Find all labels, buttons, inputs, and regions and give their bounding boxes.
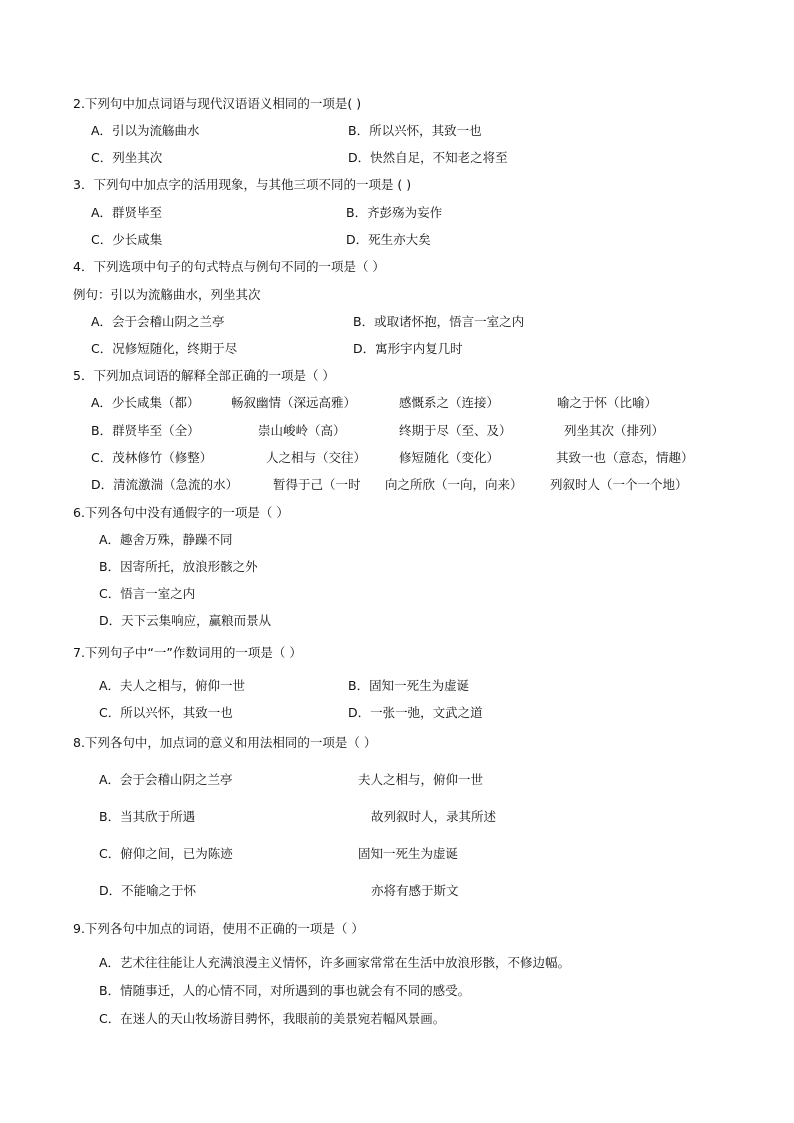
q8-pair-b-left: B．当其欣于所遇 (99, 809, 196, 824)
q7-option-a: A．夫人之相与，俯仰一世 (99, 678, 246, 693)
q4-option-a: A．会于会稽山阴之兰亭 (91, 314, 225, 329)
q5-row-a-item-2: 畅叙幽情（深远高雅） (231, 395, 357, 410)
q6-option-b: B．因寄所托，放浪形骸之外 (99, 559, 258, 574)
q5-row-d-item-2: 暂得于己（一时 (273, 477, 361, 492)
q2-option-d: D．快然自足，不知老之将至 (348, 150, 508, 165)
q5-row-a-item-1: A．少长咸集（都） (91, 395, 200, 410)
q4-option-d: D．寓形宇内复几时 (353, 341, 463, 356)
q3-option-c: C．少长咸集 (91, 232, 163, 247)
question-4-stem: 4．下列选项中句子的句式特点与例句不同的一项是（ ） (73, 259, 385, 274)
q8-pair-c-right: 固知一死生为虚诞 (358, 846, 459, 861)
question-6-stem: 6.下列各句中没有通假字的一项是（ ） (73, 505, 289, 520)
question-7-stem: 7.下列句子中“一”作数词用的一项是（ ） (73, 645, 302, 660)
q5-row-b-item-1: B．群贤毕至（全） (91, 423, 200, 438)
q7-option-b: B．固知一死生为虚诞 (348, 678, 470, 693)
q6-option-d: D．天下云集响应，赢粮而景从 (99, 613, 272, 628)
q2-option-a: A．引以为流觞曲水 (91, 123, 200, 138)
question-5-stem: 5．下列加点词语的解释全部正确的一项是（ ） (73, 368, 335, 383)
q8-pair-b-right: 故列叙时人，录其所述 (371, 809, 497, 824)
q7-option-d: D．一张一弛，文武之道 (348, 705, 483, 720)
q2-option-b: B．所以兴怀，其致一也 (348, 123, 482, 138)
question-2-stem: 2.下列句中加点词语与现代汉语语义相同的一项是( ) (73, 96, 362, 111)
q5-row-b-item-4: 列坐其次（排列） (564, 423, 665, 438)
q4-option-c: C．况修短随化，终期于尽 (91, 341, 238, 356)
q9-option-a: A．艺术往往能让人充满浪漫主义情怀，许多画家常常在生活中放浪形骸，不修边幅。 (99, 955, 571, 970)
q5-row-b-item-2: 崇山峻岭（高） (258, 423, 346, 438)
q6-option-c: C．悟言一室之内 (99, 586, 196, 601)
q5-row-a-item-3: 感慨系之（连接） (399, 395, 500, 410)
q5-row-d-item-3: 向之所欣（一向，向来） (385, 477, 523, 492)
q8-pair-a-left: A．会于会稽山阴之兰亭 (99, 772, 233, 787)
q5-row-c-item-1: C．茂林修竹（修整） (91, 450, 213, 465)
q5-row-a-item-4: 喻之于怀（比喻） (557, 395, 658, 410)
q5-row-d-item-4: 列叙时人（一个一个地） (550, 477, 688, 492)
question-8-stem: 8.下列各句中，加点词的意义和用法相同的一项是（ ） (73, 735, 377, 750)
q9-option-b: B．情随事迁，人的心情不同，对所遇到的事也就会有不同的感受。 (99, 983, 471, 998)
q4-example: 例句：引以为流觞曲水，列坐其次 (73, 287, 261, 302)
q8-pair-d-right: 亦将有感于斯文 (371, 883, 459, 898)
q5-row-d-item-1: D．清流激湍（急流的水） (91, 477, 239, 492)
question-3-stem: 3．下列句中加点字的活用现象，与其他三项不同的一项是 ( ) (73, 177, 412, 192)
q9-option-c: C．在迷人的天山牧场游目骋怀，我眼前的美景宛若幅风景画。 (99, 1011, 446, 1026)
q7-option-c: C．所以兴怀，其致一也 (99, 705, 233, 720)
question-9-stem: 9.下列各句中加点的词语，使用不正确的一项是（ ） (73, 921, 364, 936)
q2-option-c: C．列坐其次 (91, 150, 163, 165)
q3-option-a: A．群贤毕至 (91, 205, 163, 220)
q5-row-c-item-4: 其致一也（意态，情趣） (556, 450, 694, 465)
q8-pair-d-left: D．不能喻之于怀 (99, 883, 197, 898)
q3-option-b: B．齐彭殇为妄作 (346, 205, 443, 220)
q5-row-c-item-3: 修短随化（变化） (399, 450, 500, 465)
q3-option-d: D．死生亦大矣 (346, 232, 431, 247)
q5-row-b-item-3: 终期于尽（至、及） (399, 423, 512, 438)
q8-pair-c-left: C．俯仰之间，已为陈迹 (99, 846, 233, 861)
q4-option-b: B．或取诸怀抱，悟言一室之内 (353, 314, 525, 329)
q6-option-a: A．趣舍万殊，静躁不同 (99, 532, 233, 547)
q5-row-c-item-2: 人之相与（交往） (266, 450, 367, 465)
q8-pair-a-right: 夫人之相与，俯仰一世 (358, 772, 484, 787)
